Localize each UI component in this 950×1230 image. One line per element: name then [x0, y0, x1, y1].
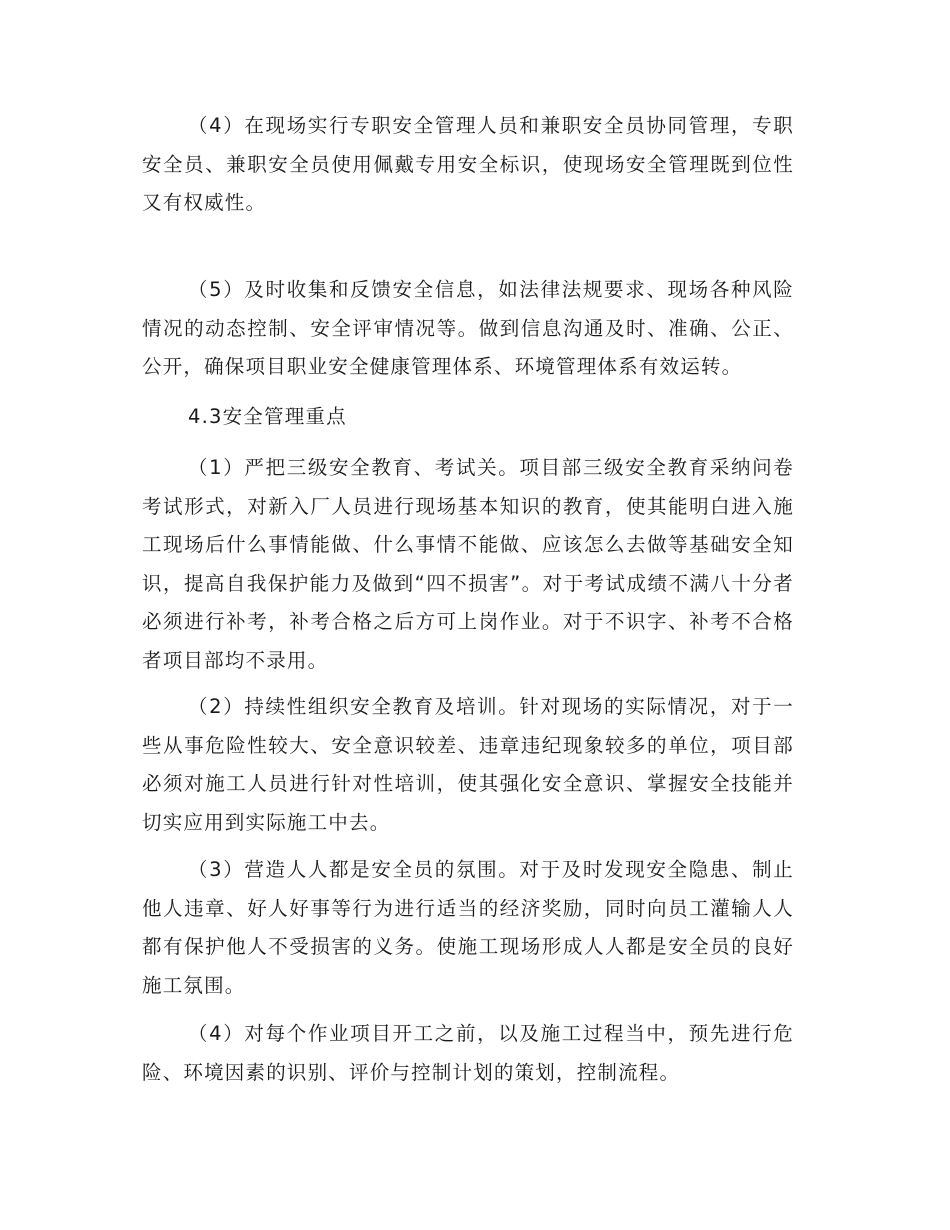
paragraph-item-2-continuous-training: （2）持续性组织安全教育及培训。针对现场的实际情况，对于一些从事危险性较大、安全意识较差、违章违纪现象较多的单位，项目部必须对施工人员进行针对性培训，使其强化安全意识、掌握安全技能并切实应用到实际施工中去。 [142, 695, 794, 834]
paragraph-item-5-safety-information: （5）及时收集和反馈安全信息，如法律法规要求、现场各种风险情况的动态控制、安全评审情况等。做到信息沟通及时、准确、公正、公开，确保项目职业安全健康管理体系、环境管理体系有效运转。 [142, 278, 794, 378]
paragraph-item-4-onsite-safety-staff: （4）在现场实行专职安全管理人员和兼职安全员协同管理，专职安全员、兼职安全员使用佩戴专用安全标识，使现场安全管理既到位性又有权威性。 [142, 114, 794, 214]
paragraph-item-3-safety-atmosphere: （3）营造人人都是安全员的氛围。对于及时发现安全隐患、制止他人违章、好人好事等行为进行适当的经济奖励，同时向员工灌输人人都有保护他人不受损害的义务。使施工现场形成人人都是安全员的良好施工氛围。 [142, 858, 794, 997]
paragraph-item-1-safety-education: （1）严把三级安全教育、考试关。项目部三级安全教育采纳问卷考试形式，对新入厂人员进行现场基本知识的教育，使其能明白进入施工现场后什么事情能做、什么事情不能做、应该怎么去做等基础安全知识，提高自我保护能力及做到“四不损害”。对于考试成绩不满八十分者必须进行补考，补考合格之后方可上岗作业。对于不识字、补考不合格者项目部均不录用。 [142, 456, 794, 672]
paragraph-item-4-hazard-identification: （4）对每个作业项目开工之前，以及施工过程当中，预先进行危险、环境因素的识别、评价与控制计划的策划，控制流程。 [142, 1022, 794, 1084]
section-heading: 4.3安全管理重点 [188, 405, 347, 428]
